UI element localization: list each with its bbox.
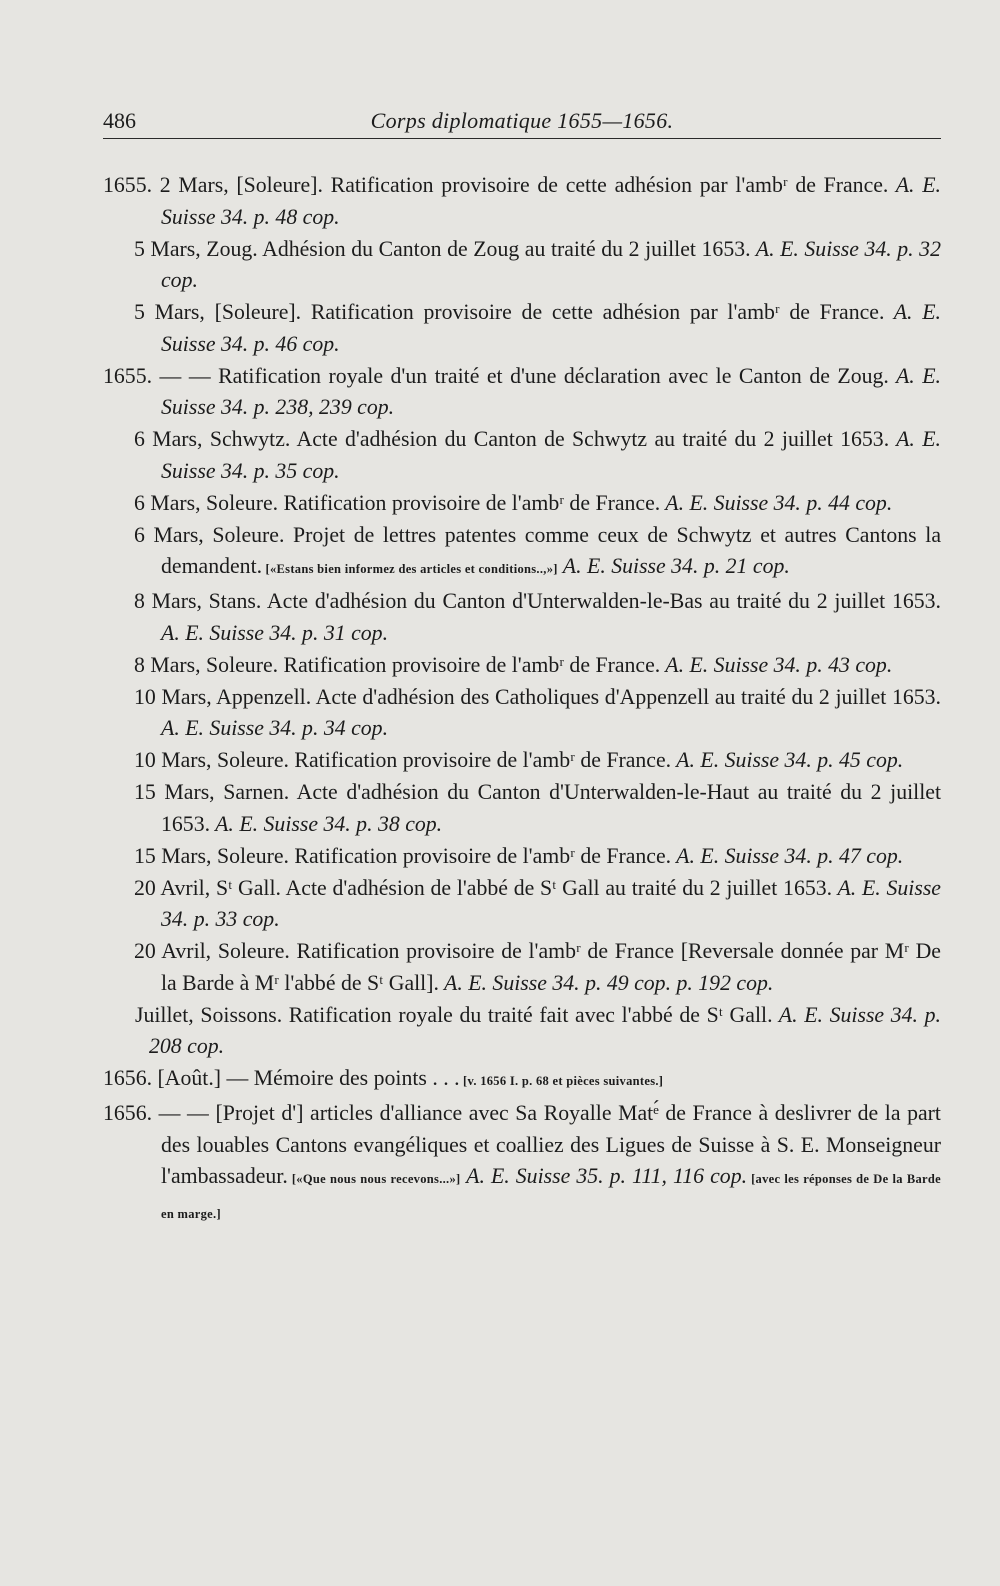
entry <box>103 297 941 360</box>
entry-text: Projet de lettres patentes comme ceux de Schwytz et autres Cantons la demandent. <box>161 522 942 578</box>
entry-text: Ratification provisoire de l'ambʳ de France. <box>288 843 672 868</box>
entry-reference: A. E. Suisse 34. p. 38 cop. <box>210 811 443 836</box>
entry-text: Acte d'adhésion du Canton d'Unterwalden-le-Bas au traité du 2 juillet 1653. <box>261 589 942 613</box>
entry-reference: A. E. Suisse 34. p. 45 cop. <box>671 748 904 772</box>
entry <box>103 1000 941 1063</box>
entry-text: Ratification provisoire de l'ambʳ de France. <box>278 490 661 515</box>
entry-reference: A. E. Suisse 34. p. 49 cop. p. 192 cop. <box>438 970 774 995</box>
entry-remark: [avec les réponses de De la Barde en marge.] <box>161 1172 941 1221</box>
entry <box>103 936 941 999</box>
entry-text: Acte d'adhésion du Canton de Schwytz au traité du 2 juillet 1653. <box>290 427 890 451</box>
entry-text: [Projet d'] articles d'alliance avec Sa Royalle Matᵉ́ de France à deslivrer de la part des louables Cantons evangéliques et coalliez des Ligues de Suisse à S. E. Monseigneur l'ambassadeur. <box>161 1101 941 1188</box>
entry-text: Mémoire des points . . . <box>248 1066 460 1090</box>
page-number: 486 <box>103 108 136 133</box>
entry-date: 6 Mars, Soleure. <box>134 490 279 515</box>
entry-date: 5 Mars, Zoug. <box>134 236 258 261</box>
entry-text: Acte d'adhésion de l'abbé de Sᵗ Gall au traité du 2 juillet 1653. <box>280 875 833 900</box>
entry-reference: A. E. Suisse 34. p. 46 cop. <box>161 300 941 356</box>
entry-reference: A. E. Suisse 34. p. 31 cop. <box>161 620 389 645</box>
entry <box>103 234 941 297</box>
entry-date: Juillet, Soissons. <box>135 1002 283 1027</box>
entry <box>103 841 941 873</box>
entry-reference: A. E. Suisse 34. p. 21 cop. <box>557 554 790 578</box>
entry-date: 1655. — — <box>103 363 211 388</box>
entry-reference: A. E. Suisse 34. p. 32 cop. <box>161 236 941 292</box>
entry-date: 10 Mars, Appenzell. <box>134 684 312 709</box>
entry <box>103 424 941 487</box>
entry-reference: A. E. Suisse 34. p. 43 cop. <box>660 652 893 677</box>
entry-text: Acte d'adhésion des Catholiques d'Appenzell au traité du 2 juillet 1653. <box>311 684 941 709</box>
entry-date: 8 Mars, Stans. <box>134 589 262 613</box>
running-title: Corps diplomatique 1655—1656. <box>370 108 674 133</box>
entry <box>103 745 941 777</box>
entry-date: 1656. — — <box>103 1101 209 1125</box>
entry-text: Adhésion du Canton de Zoug au traité du 2 juillet 1653. <box>257 236 751 261</box>
entry <box>103 520 941 586</box>
entry-text: Ratification provisoire de cette adhésion par l'ambʳ de France. <box>322 173 889 197</box>
entry-reference: A. E. Suisse 34. p. 238, 239 cop. <box>161 363 941 419</box>
entry-reference: A. E. Suisse 34. p. 208 cop. <box>149 1002 941 1058</box>
entry-text: Ratification provisoire de l'ambʳ de France. <box>278 652 661 677</box>
entry-reference: A. E. Suisse 34. p. 33 cop. <box>161 875 941 931</box>
entry-note: [«Estans bien informez des articles et conditions..,»] <box>262 562 558 576</box>
entry <box>103 361 941 424</box>
entry-date: 20 Avril, Sᵗ Gall. <box>134 875 281 900</box>
entry-date: 6 Mars, Soleure. <box>134 522 285 547</box>
entry-text: Acte d'adhésion du Canton d'Unterwalden-le-Haut au traité du 2 juillet 1653. <box>161 780 941 836</box>
entry-reference: A. E. Suisse 34. p. 44 cop. <box>660 490 893 515</box>
entry <box>103 1063 941 1098</box>
entry-text: Ratification provisoire de l'ambʳ de France [Reversale donnée par Mʳ De la Barde à Mʳ l'abbé de Sᵗ Gall]. <box>161 939 941 995</box>
entry-reference: A. E. Suisse 34. p. 35 cop. <box>161 427 941 483</box>
entry-note: [«Que nous nous recevons...»] <box>287 1172 461 1186</box>
entry-text: Ratification royale du traité fait avec l'abbé de Sᵗ Gall. <box>282 1002 773 1027</box>
entry <box>103 170 941 233</box>
entry-date: 15 Mars, Soleure. <box>134 843 289 868</box>
entry-reference: A. E. Suisse 34. p. 34 cop. <box>161 716 389 740</box>
entry-reference: A. E. Suisse 34. p. 48 cop. <box>161 173 941 229</box>
entry-date: 6 Mars, Schwytz. <box>134 427 291 451</box>
entry-date: 1655. 2 Mars, [Soleure]. <box>103 173 323 197</box>
entry-note: [v. 1656 I. p. 68 et pièces suivantes.] <box>459 1074 664 1088</box>
entry-date: 1656. [Août.] — <box>103 1066 249 1090</box>
entry <box>103 488 941 520</box>
entries-list <box>103 170 941 1231</box>
entry-date: 8 Mars, Soleure. <box>134 652 279 677</box>
entry <box>103 586 941 649</box>
entry <box>103 777 941 840</box>
entry-text: Ratification provisoire de l'ambʳ de France. <box>288 748 672 772</box>
entry-date: 10 Mars, Soleure. <box>134 748 289 772</box>
entry-text: Ratification provisoire de cette adhésion par l'ambʳ de France. <box>301 300 885 324</box>
entry <box>103 682 941 745</box>
entry-date: 15 Mars, Sarnen. <box>134 780 290 804</box>
page-header <box>103 104 941 139</box>
entry <box>103 650 941 682</box>
entry-date: 5 Mars, [Soleure]. <box>134 300 302 324</box>
entry <box>103 873 941 936</box>
entry-text: Ratification royale d'un traité et d'une déclaration avec le Canton de Zoug. <box>210 363 889 388</box>
entry <box>103 1098 941 1230</box>
entry-date: 20 Avril, Soleure. <box>134 939 290 963</box>
entry-reference: A. E. Suisse 34. p. 47 cop. <box>671 843 904 868</box>
entry-reference: A. E. Suisse 35. p. 111, 116 cop. <box>460 1164 748 1188</box>
